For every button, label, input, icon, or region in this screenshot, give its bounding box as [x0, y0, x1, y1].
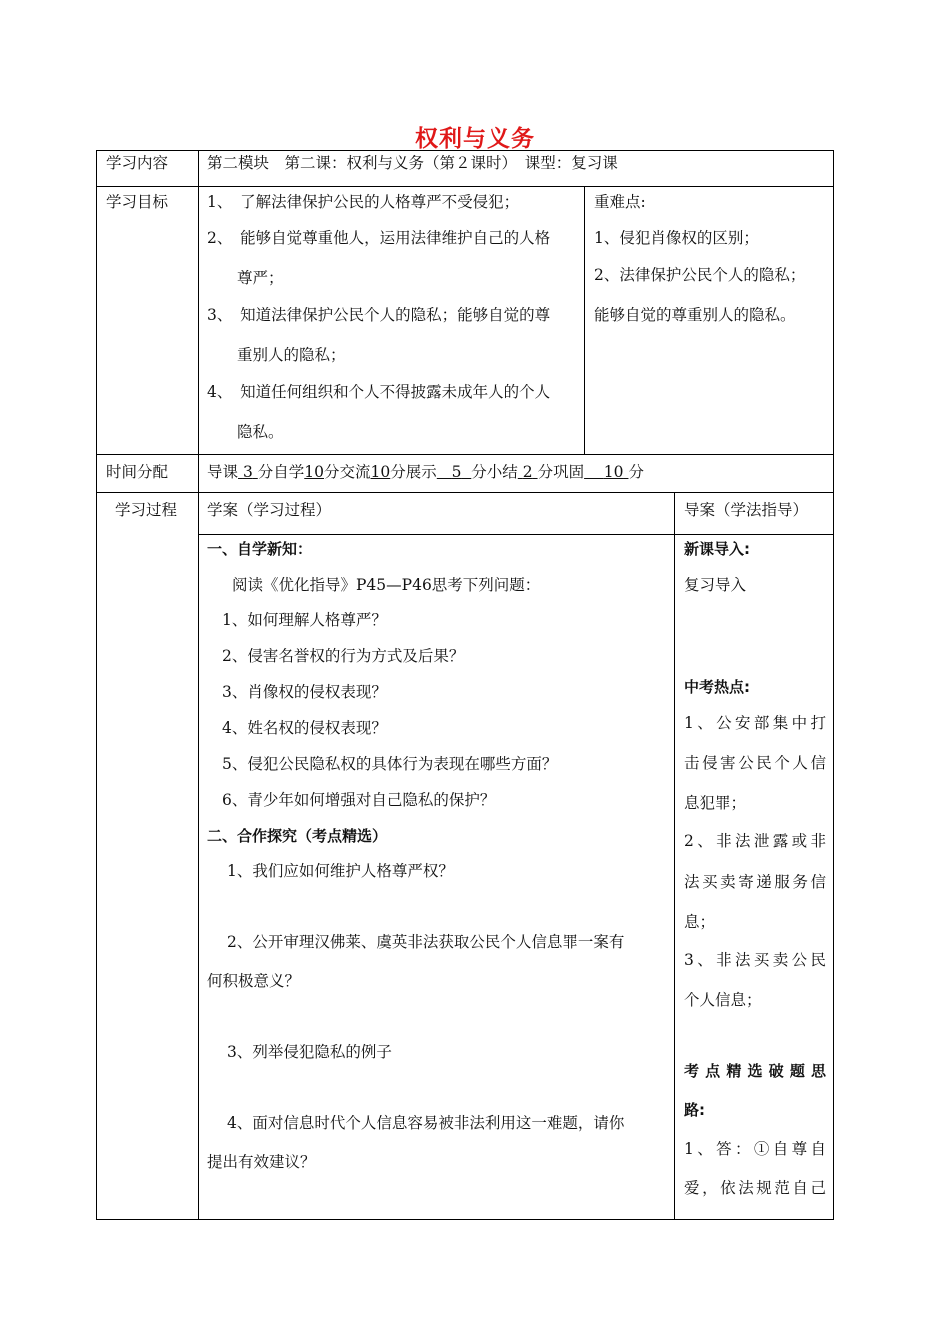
row-divider — [96, 492, 834, 493]
explore-item: 4、面对信息时代个人信息容易被非法利用这一难题，请你 — [227, 1114, 625, 1132]
goal-line: 隐私。 — [237, 423, 284, 441]
keypoint-line: 2、法律保护公民个人的隐私； — [594, 266, 806, 284]
explore-item: 3、列举侵犯隐私的例子 — [227, 1043, 392, 1061]
guide-text: 1、公安部集中打 — [684, 714, 826, 732]
column-divider — [584, 186, 585, 454]
goal-line: 3、 知道法律保护公民个人的隐私；能够自觉的尊 — [207, 306, 551, 324]
label-time: 时间分配 — [106, 463, 169, 481]
time-part-value: 2 — [522, 463, 533, 481]
goal-line: 4、 知道任何组织和个人不得披露未成年人的个人 — [207, 383, 551, 401]
time-part-name: 分巩固 — [537, 463, 585, 481]
column-header-plan: 学案（学习过程） — [207, 501, 332, 519]
guide-text: 爱，依法规范自己 — [684, 1179, 826, 1197]
guide-text: 击侵害公民个人信 — [684, 754, 826, 772]
time-tail: 分 — [628, 463, 644, 481]
guide-text: 息犯罪； — [684, 794, 747, 812]
time-allocation — [207, 462, 644, 482]
row-divider — [96, 186, 834, 187]
keypoints-heading: 重难点: — [594, 193, 646, 211]
question-item: 6、青少年如何增强对自己隐私的保护？ — [222, 791, 496, 809]
guide-text: 3、非法买卖公民 — [684, 951, 826, 969]
guide-text: 2、非法泄露或非 — [684, 832, 826, 850]
explore-item: 何积极意义？ — [207, 972, 301, 990]
time-part-value: 10 — [370, 463, 391, 481]
column-header-guide: 导案（学法指导） — [684, 501, 809, 519]
question-item: 5、侵犯公民隐私权的具体行为表现在哪些方面？ — [222, 755, 558, 773]
guide-heading: 考点精选破题思 — [684, 1062, 826, 1080]
explore-item: 1、我们应如何维护人格尊严权？ — [227, 862, 454, 880]
row-divider — [198, 534, 834, 535]
content-text: 第二模块 第二课：权利与义务（第２课时） 课型：复习课 — [207, 154, 618, 172]
time-part-name: 分交流 — [324, 463, 371, 481]
explore-item: 2、公开审理汉佛莱、虞英非法获取公民个人信息罪一案有 — [227, 933, 625, 951]
time-part-value: 5 — [451, 463, 462, 481]
label-goals: 学习目标 — [106, 193, 169, 211]
row-divider — [96, 454, 834, 455]
page-title: 权利与义务 — [415, 126, 535, 152]
time-part-name: 分小结 — [471, 463, 518, 481]
time-part-value: 10 — [603, 463, 624, 481]
guide-text: 个人信息； — [684, 991, 762, 1009]
question-item: 3、肖像权的侵权表现？ — [222, 683, 387, 701]
question-item: 4、姓名权的侵权表现？ — [222, 719, 387, 737]
time-part-name: 导课 — [207, 463, 239, 481]
explore-item: 提出有效建议？ — [207, 1153, 316, 1171]
question-item: 2、侵害名誉权的行为方式及后果？ — [222, 647, 465, 665]
keypoint-line: 1、侵犯肖像权的区别； — [594, 229, 759, 247]
guide-heading: 新课导入: — [684, 540, 750, 558]
column-divider — [674, 492, 675, 1220]
read-instruction: 阅读《优化指导》P45—P46思考下列问题： — [232, 576, 541, 594]
time-part-name: 分展示 — [390, 463, 437, 481]
goal-line: 尊严； — [237, 269, 284, 287]
guide-heading: 中考热点: — [684, 678, 750, 696]
section-heading: 二、合作探究（考点精选） — [207, 827, 388, 845]
guide-heading: 路: — [684, 1101, 705, 1119]
time-part-value: 10 — [304, 463, 325, 481]
time-part-name: 分自学 — [257, 463, 305, 481]
guide-text: 法买卖寄递服务信 — [684, 873, 826, 891]
label-process: 学习过程 — [115, 501, 178, 519]
guide-text: 息； — [684, 913, 716, 931]
label-content: 学习内容 — [106, 154, 169, 172]
column-divider — [198, 150, 199, 1220]
section-heading: 一、自学新知： — [207, 540, 313, 558]
guide-text: 1、答：①自尊自 — [684, 1140, 826, 1158]
time-part-value: 3 — [242, 463, 253, 481]
goal-line: 2、 能够自觉尊重他人，运用法律维护自己的人格 — [207, 229, 551, 247]
keypoint-line: 能够自觉的尊重别人的隐私。 — [594, 306, 796, 324]
guide-text: 复习导入 — [684, 576, 747, 594]
question-item: 1、如何理解人格尊严？ — [222, 611, 387, 629]
goal-line: 1、 了解法律保护公民的人格尊严不受侵犯； — [207, 193, 520, 211]
goal-line: 重别人的隐私； — [237, 346, 346, 364]
